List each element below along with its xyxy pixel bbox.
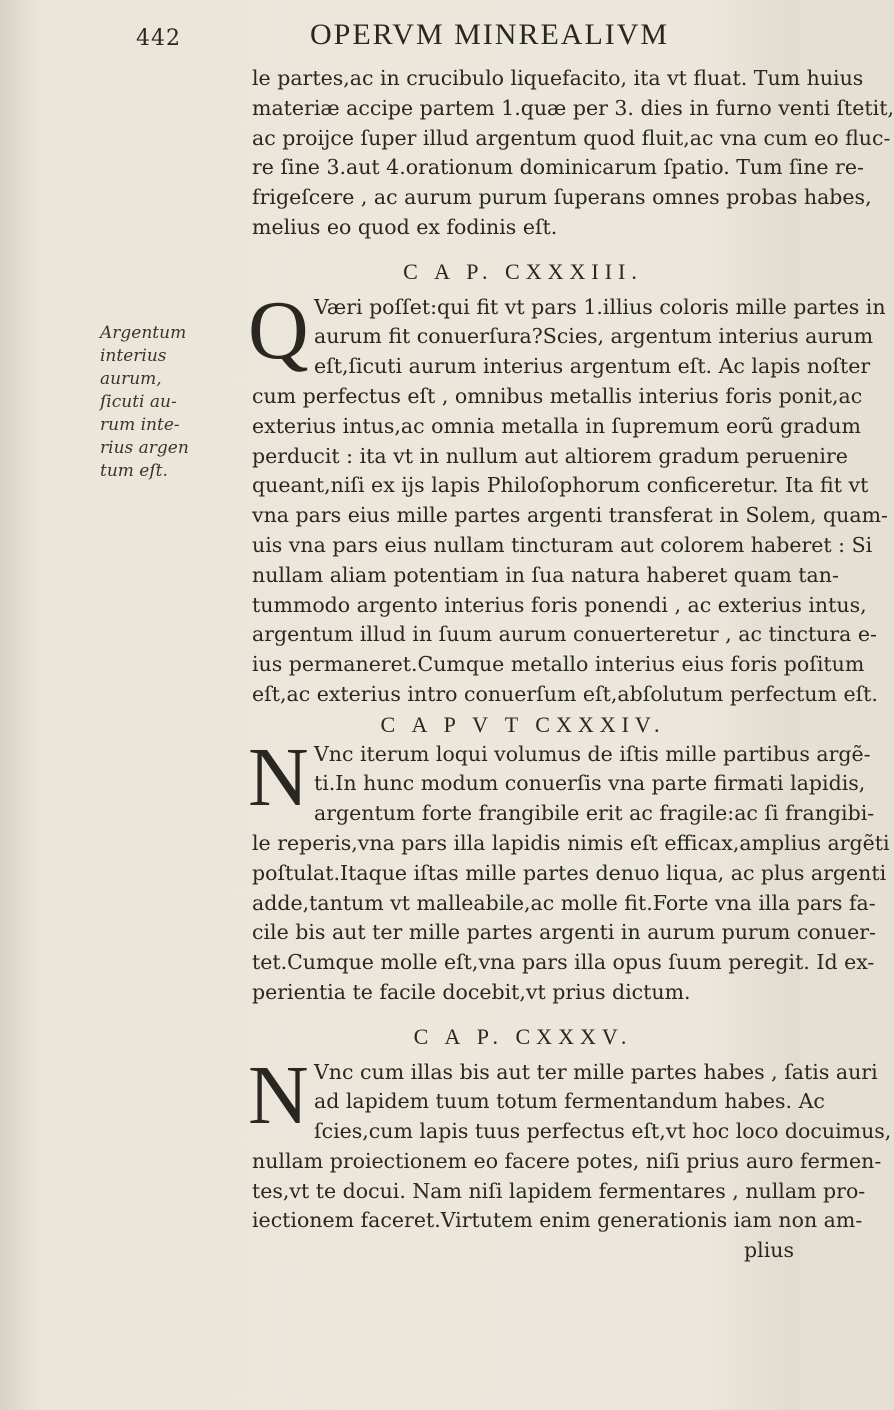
margin-note-line: rum inte- <box>100 415 180 435</box>
text-line: frigeſcere , ac aurum purum ſuperans omnes probas habes, <box>252 185 872 210</box>
text-line: le reperis,vna pars illa lapidis nimis eſt efficax,amplius argẽti <box>252 830 890 855</box>
margin-note-line: tum eſt. <box>100 461 168 481</box>
text-line: vna pars eius mille partes argenti transferat in Solem, quam- <box>252 503 888 528</box>
text-line: melius eo quod ex fodinis eſt. <box>252 214 558 239</box>
text-line: queant,niſi ex ijs lapis Philoſophorum conficeretur. Ita fit vt <box>252 473 869 498</box>
text-line: tes,vt te docui. Nam niſi lapidem fermentares , nullam pro- <box>252 1178 866 1203</box>
chapter-paragraph <box>248 283 888 710</box>
text-line: ius permaneret.Cumque metallo interius eius foris poſitum <box>252 652 865 677</box>
text-line: argentum forte frangibile erit ac fragile:ac ſi frangibi- <box>314 801 875 826</box>
text-line: cile bis aut ter mille partes argenti in aurum purum conuer- <box>252 920 876 945</box>
chapter-heading: C A P. CXXXV. <box>413 1023 633 1049</box>
text-line: ac proijce ſuper illud argentum quod fluit,ac vna cum eo fluc- <box>252 125 891 150</box>
drop-cap: N <box>248 1048 309 1142</box>
text-line: materiæ accipe partem 1.quæ per 3. dies in furno venti ſtetit, <box>252 95 894 120</box>
text-line: re ſine 3.aut 4.orationum dominicarum ſpatio. Tum ſine re- <box>252 155 864 180</box>
running-head: OPERVM MINREALIVM <box>310 18 670 51</box>
text-line: adde,tantum vt malleabile,ac molle fit.Forte vna illa pars fa- <box>252 890 876 915</box>
text-line: perducit : ita vt in nullum aut altiorem gradum peruenire <box>252 443 848 468</box>
text-line: uis vna pars eius nullam tincturam aut colorem haberet : Si <box>252 532 873 557</box>
margin-note <box>100 322 189 483</box>
text-line: ti.In hunc modum conuerſis vna parte firmati lapidis, <box>314 771 866 796</box>
text-line: nullam aliam potentiam in ſua natura haberet quam tan- <box>252 562 839 587</box>
chapter-paragraph <box>248 730 890 1008</box>
text-line: tet.Cumque molle eſt,vna pars illa opus ſuum peregit. Id ex- <box>252 950 875 975</box>
text-line: iectionem faceret.Virtutem enim generationis iam non am- <box>252 1208 863 1233</box>
text-line: Væri poſſet:qui fit vt pars 1.illius coloris mille partes in <box>314 294 886 319</box>
text-line: exterius intus,ac omnia metalla in ſupremum eorũ gradum <box>252 413 861 438</box>
chapter-heading: C A P. CXXXIII. <box>403 258 643 284</box>
drop-cap: N <box>248 730 309 824</box>
page-header <box>0 18 800 58</box>
text-line: le partes,ac in crucibulo liquefacito, ita vt fluat. Tum huius <box>252 66 864 90</box>
text-line: Vnc cum illas bis aut ter mille partes habes , ſatis auri <box>314 1059 878 1084</box>
text-line: eſt,ac exterius intro conuerſum eſt,abſolutum perfectum eſt. <box>252 681 878 706</box>
text-line: plius <box>744 1238 794 1263</box>
text-line: nullam proiectionem eo facere potes, niſi prius auro fermen- <box>252 1148 882 1173</box>
margin-note-line: rius argen <box>100 438 189 458</box>
margin-note-line: aurum, <box>100 369 162 389</box>
margin-note-line: ſicuti au- <box>100 392 177 412</box>
text-line: argentum illud in ſuum aurum conuerteretur , ac tinctura e- <box>252 622 877 647</box>
text-line: perientia te facile docebit,vt prius dictum. <box>252 979 691 1004</box>
main-text <box>248 64 894 1266</box>
margin-note-line: Argentum <box>100 323 187 343</box>
chapter-paragraph <box>248 1048 892 1267</box>
text-line: ſcies,cum lapis tuus perfectus eſt,vt hoc loco docuimus, <box>314 1119 892 1144</box>
text-line: cum perfectus eſt , omnibus metallis interius foris ponit,ac <box>252 383 863 408</box>
text-line: eſt,ſicuti aurum interius argentum eſt. Ac lapis noſter <box>314 354 871 379</box>
text-line: ad lapidem tuum totum fermentandum habes. Ac <box>314 1089 825 1114</box>
text-line: aurum fit conuerſura?Scies, argentum interius aurum <box>314 324 874 349</box>
drop-cap: Q <box>248 283 309 377</box>
margin-note-line: interius <box>100 346 167 366</box>
text-line: poſtulat.Itaque iſtas mille partes denuo liqua, ac plus argenti <box>252 860 887 885</box>
paragraph <box>252 64 894 243</box>
text-line: tummodo argento interius foris ponendi , ac exterius intus, <box>252 592 867 617</box>
page-number: 442 <box>136 26 181 51</box>
chapter-heading: C A P V T CXXXIV. <box>380 711 666 737</box>
text-line: Vnc iterum loqui volumus de iſtis mille partibus argẽ- <box>314 741 871 766</box>
